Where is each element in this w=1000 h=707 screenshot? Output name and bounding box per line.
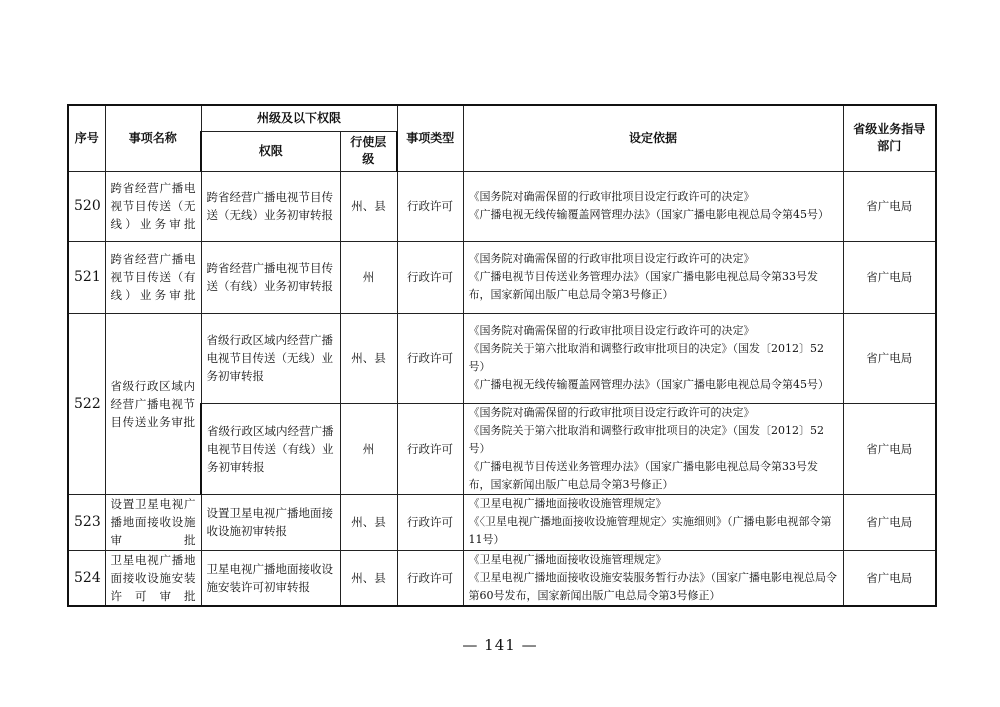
row-authority: 卫星电视广播地面接收设施安装许可初审转报 bbox=[201, 550, 340, 606]
row-level: 州、县 bbox=[340, 171, 397, 241]
row-authority: 跨省经营广播电视节目传送（有线）业务初审转报 bbox=[201, 241, 340, 313]
row-basis bbox=[463, 241, 843, 313]
row-name: 省级行政区域内经营广播电视节目传送业务审批 bbox=[105, 313, 201, 494]
page-number: — 141 — bbox=[462, 636, 538, 654]
header-type: 事项类型 bbox=[397, 105, 463, 171]
row-seq: 521 bbox=[68, 241, 105, 313]
row-basis bbox=[463, 494, 843, 550]
header-seq: 序号 bbox=[68, 105, 105, 171]
header-basis: 设定依据 bbox=[463, 105, 843, 171]
row-level: 州 bbox=[340, 403, 397, 494]
row-dept: 省广电局 bbox=[843, 171, 936, 241]
row-dept: 省广电局 bbox=[843, 241, 936, 313]
permission-table bbox=[67, 104, 937, 607]
table-row bbox=[68, 241, 936, 313]
row-basis bbox=[463, 313, 843, 403]
basis-line: 《〈卫星电视广播地面接收设施管理规定〉实施细则》（广播电影电视部令第11号） bbox=[468, 515, 832, 546]
row-name: 设置卫星电视广播地面接收设施审批 bbox=[105, 494, 201, 550]
header-level: 行使层级 bbox=[340, 131, 397, 171]
row-seq: 523 bbox=[68, 494, 105, 550]
basis-line: 《国务院关于第六批取消和调整行政审批项目的决定》（国发〔2012〕52号） bbox=[468, 342, 825, 373]
basis-line: 《广播电视无线传输覆盖网管理办法》（国家广播电影电视总局令第45号） bbox=[468, 208, 830, 221]
basis-line: 《广播电视节目传送业务管理办法》（国家广播电影电视总局令第33号发布，国家新闻出版广电总局令第3号修正） bbox=[468, 270, 819, 301]
row-name: 跨省经营广播电视节目传送（无线）业务审批 bbox=[105, 171, 201, 241]
row-type: 行政许可 bbox=[397, 313, 463, 403]
row-seq: 520 bbox=[68, 171, 105, 241]
basis-line: 《卫星电视广播地面接收设施管理规定》 bbox=[468, 552, 667, 566]
row-type: 行政许可 bbox=[397, 241, 463, 313]
row-authority: 省级行政区域内经营广播电视节目传送（无线）业务初审转报 bbox=[201, 313, 340, 403]
basis-line: 《国务院对确需保留的行政审批项目设定行政许可的决定》 bbox=[468, 324, 755, 337]
basis-line: 《广播电视无线传输覆盖网管理办法》（国家广播电影电视总局令第45号） bbox=[468, 378, 830, 391]
basis-line: 《国务院关于第六批取消和调整行政审批项目的决定》（国发〔2012〕52号） bbox=[468, 423, 825, 455]
table-row bbox=[68, 550, 936, 606]
row-name: 跨省经营广播电视节目传送（有线）业务审批 bbox=[105, 241, 201, 313]
basis-line: 《卫星电视广播地面接收设施安装服务暂行办法》（国家广播电影电视总局令第60号发布，国家新闻出版广电总局令第3号修正） bbox=[468, 570, 838, 602]
row-authority: 跨省经营广播电视节目传送（无线）业务初审转报 bbox=[201, 171, 340, 241]
header-authority-group: 州级及以下权限 bbox=[201, 105, 397, 131]
row-dept: 省广电局 bbox=[843, 403, 936, 494]
row-basis bbox=[463, 171, 843, 241]
row-level: 州、县 bbox=[340, 550, 397, 606]
row-seq: 524 bbox=[68, 550, 105, 606]
row-dept: 省广电局 bbox=[843, 313, 936, 403]
table-row bbox=[68, 171, 936, 241]
row-dept: 省广电局 bbox=[843, 494, 936, 550]
basis-line: 《广播电视节目传送业务管理办法》（国家广播电影电视总局令第33号发布，国家新闻出版广电总局令第3号修正） bbox=[468, 459, 819, 491]
header-dept: 省级业务指导部门 bbox=[843, 105, 936, 171]
header-authority: 权限 bbox=[201, 131, 340, 171]
table-row bbox=[68, 313, 936, 403]
row-authority: 设置卫星电视广播地面接收设施初审转报 bbox=[201, 494, 340, 550]
table-row bbox=[68, 494, 936, 550]
row-basis bbox=[463, 403, 843, 494]
basis-line: 《国务院对确需保留的行政审批项目设定行政许可的决定》 bbox=[468, 252, 755, 265]
row-basis bbox=[463, 550, 843, 606]
basis-line: 《卫星电视广播地面接收设施管理规定》 bbox=[468, 497, 667, 510]
row-level: 州 bbox=[340, 241, 397, 313]
header-name: 事项名称 bbox=[105, 105, 201, 171]
row-level: 州、县 bbox=[340, 313, 397, 403]
row-type: 行政许可 bbox=[397, 494, 463, 550]
row-type: 行政许可 bbox=[397, 171, 463, 241]
row-seq: 522 bbox=[68, 313, 105, 494]
basis-line: 《国务院对确需保留的行政审批项目设定行政许可的决定》 bbox=[468, 190, 755, 203]
row-dept: 省广电局 bbox=[843, 550, 936, 606]
basis-line: 《国务院对确需保留的行政审批项目设定行政许可的决定》 bbox=[468, 405, 755, 419]
row-level: 州、县 bbox=[340, 494, 397, 550]
row-name: 卫星电视广播地面接收设施安装许可审批 bbox=[105, 550, 201, 606]
row-type: 行政许可 bbox=[397, 403, 463, 494]
row-authority: 省级行政区域内经营广播电视节目传送（有线）业务初审转报 bbox=[201, 403, 340, 494]
row-type: 行政许可 bbox=[397, 550, 463, 606]
